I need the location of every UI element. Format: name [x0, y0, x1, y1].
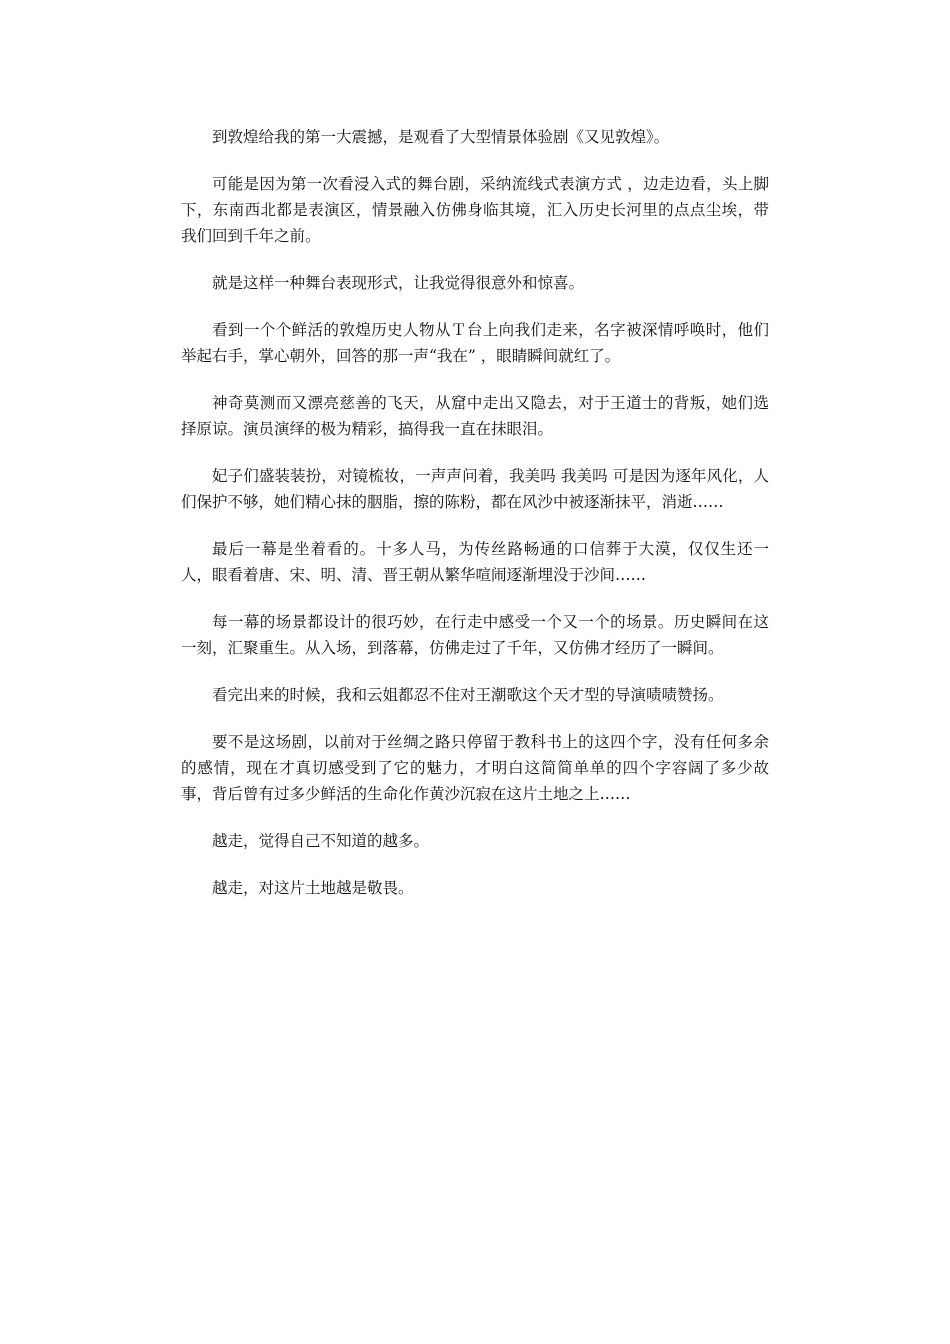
paragraph-12: 越走，对这片土地越是敬畏。 [212, 879, 414, 897]
paragraph-5: 神奇莫测而又漂亮慈善的飞天，从窟中走出又隐去，对于王道士的背叛，她们选择原谅。演员演绎的极为精彩，搞得我一直在抹眼泪。 [181, 394, 769, 438]
paragraph-10: 要不是这场剧，以前对于丝绸之路只停留于教科书上的这四个字，没有任何多余的感情，现在才真切感受到了它的魅力，才明白这简简单单的四个字容阔了多少故事，背后曾有过多少鲜活的生命化作黄沙沉寂在这片土地之上…… [181, 733, 769, 803]
paragraph-1: 到敦煌给我的第一大震撼，是观看了大型情景体验剧《又见敦煌》。 [212, 128, 670, 146]
paragraph-7: 最后一幕是坐着看的。十多人马，为传丝路畅通的口信葬于大漠，仅仅生还一人，眼看着唐、宋、明、清、晋王朝从繁华喧闹逐渐埋没于沙间…… [181, 540, 769, 584]
document-body [181, 124, 769, 922]
paragraph-8: 每一幕的场景都设计的很巧妙，在行走中感受一个又一个的场景。历史瞬间在这一刻，汇聚重生。从入场，到落幕，仿佛走过了千年，又仿佛才经历了一瞬间。 [181, 613, 769, 657]
paragraph-2: 可能是因为第一次看浸入式的舞台剧，采纳流线式表演方式 ，边走边看，头上脚下，东南西北都是表演区，情景融入仿佛身临其境，汇入历史长河里的点点尘埃，带我们回到千年之前。 [181, 175, 769, 245]
paragraph-11: 越走，觉得自己不知道的越多。 [212, 832, 430, 850]
paragraph-9: 看完出来的时候，我和云姐都忍不住对王潮歌这个天才型的导演啧啧赞扬。 [212, 686, 724, 704]
paragraph-3: 就是这样一种舞台表现形式，让我觉得很意外和惊喜。 [212, 274, 585, 292]
paragraph-4: 看到一个个鲜活的敦煌历史人物从Ｔ台上向我们走来，名字被深情呼唤时，他们举起右手，掌心朝外，回答的那一声“我在” ，眼睛瞬间就红了。 [181, 321, 769, 365]
paragraph-6: 妃子们盛装装扮，对镜梳妆，一声声问着，我美吗 我美吗 可是因为逐年风化，人们保护不够，她们精心抹的胭脂，擦的陈粉，都在风沙中被逐渐抹平，消逝…… [181, 467, 769, 511]
